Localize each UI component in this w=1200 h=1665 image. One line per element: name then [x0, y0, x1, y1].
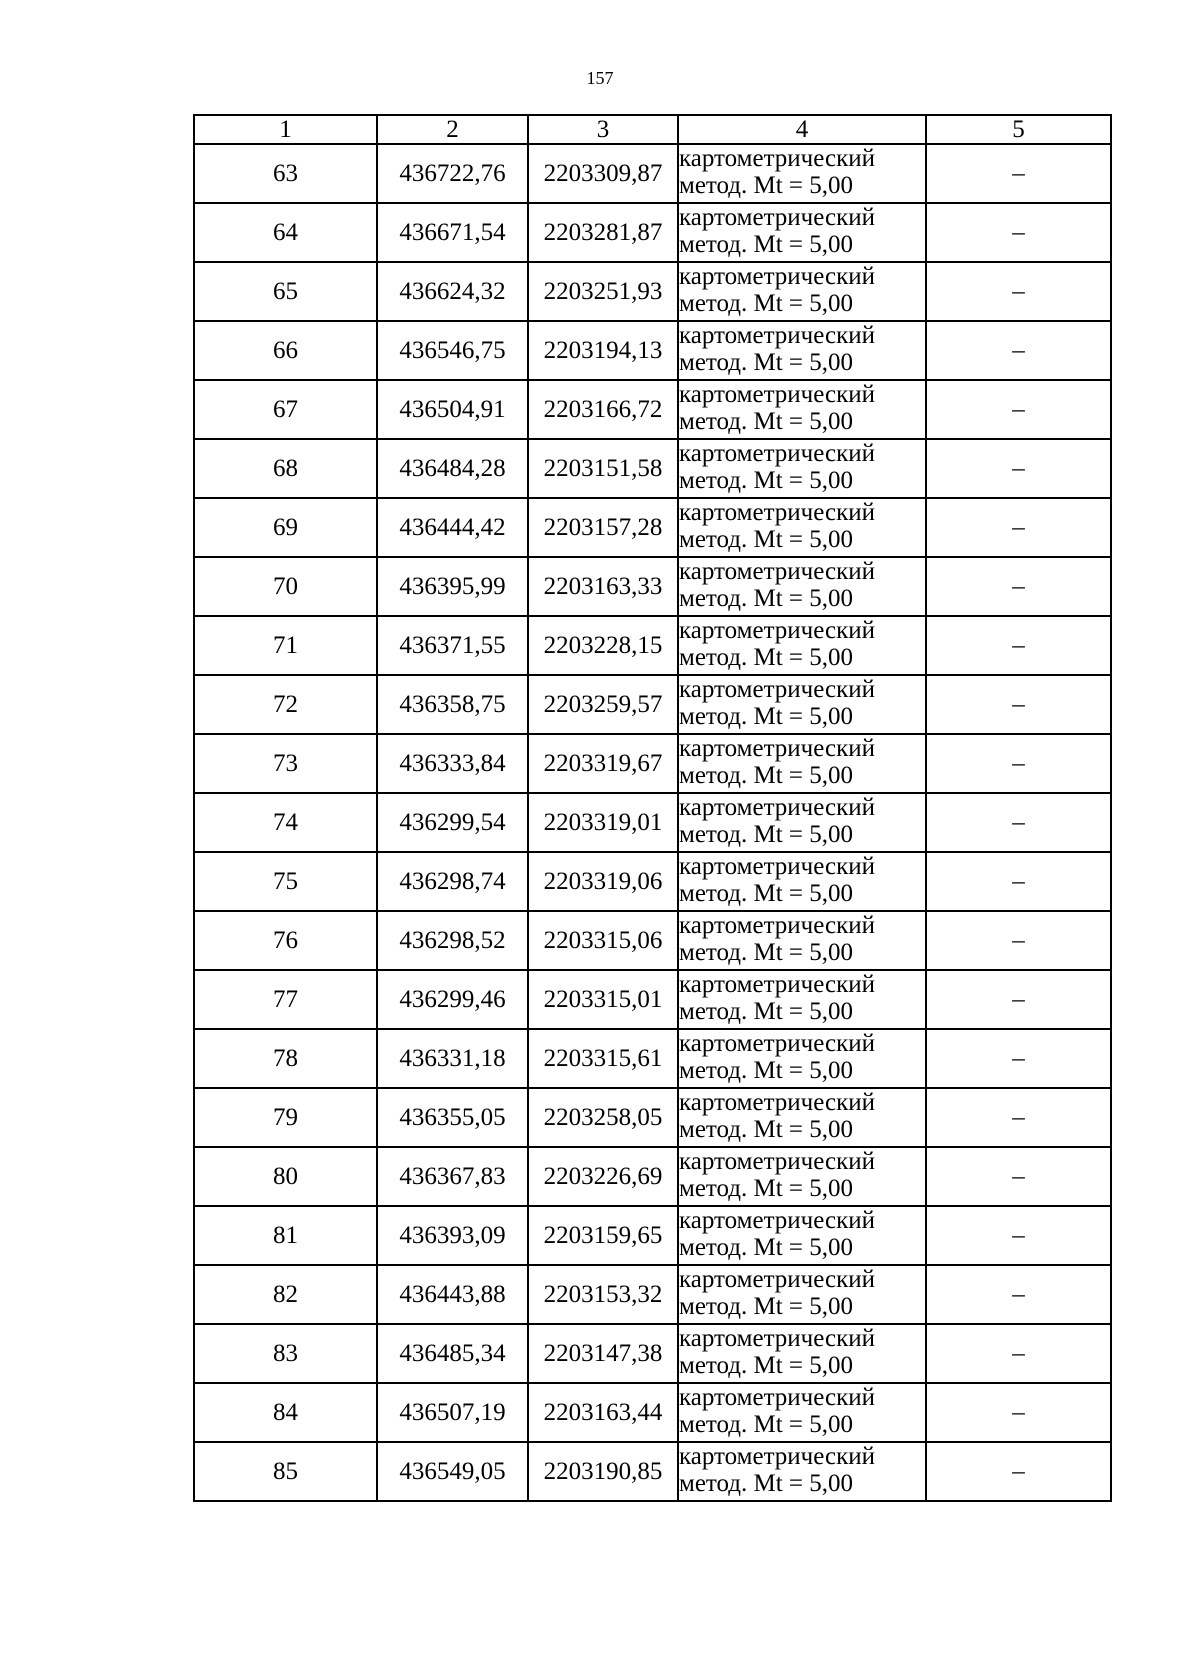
x-coordinate-cell: 436299,54 — [377, 793, 528, 852]
y-coordinate-cell: 2203151,58 — [528, 439, 678, 498]
x-coordinate-cell: 436333,84 — [377, 734, 528, 793]
remark-cell: – — [926, 203, 1111, 262]
y-coordinate-cell: 2203163,44 — [528, 1383, 678, 1442]
method-name: картометрический — [679, 735, 875, 762]
y-coordinate-cell: 2203147,38 — [528, 1324, 678, 1383]
remark-cell: – — [926, 970, 1111, 1029]
x-coordinate-cell: 436393,09 — [377, 1206, 528, 1265]
method-name: картометрический — [679, 204, 875, 231]
remark-cell: – — [926, 616, 1111, 675]
method-accuracy: метод. Mt = 5,00 — [679, 467, 854, 494]
method-cell — [678, 380, 926, 439]
remark-cell: – — [926, 734, 1111, 793]
method-cell — [678, 498, 926, 557]
table-row — [194, 734, 1111, 793]
remark-cell: – — [926, 144, 1111, 203]
table-row — [194, 144, 1111, 203]
method-name: картометрический — [679, 1148, 875, 1175]
method-accuracy: метод. Mt = 5,00 — [679, 1411, 854, 1438]
x-coordinate-cell: 436484,28 — [377, 439, 528, 498]
method-accuracy: метод. Mt = 5,00 — [679, 526, 854, 553]
x-coordinate-cell: 436298,52 — [377, 911, 528, 970]
x-coordinate-cell: 436355,05 — [377, 1088, 528, 1147]
point-number-cell: 67 — [194, 380, 377, 439]
coordinates-table — [193, 114, 1112, 1502]
point-number-cell: 76 — [194, 911, 377, 970]
x-coordinate-cell: 436298,74 — [377, 852, 528, 911]
method-accuracy: метод. Mt = 5,00 — [679, 1293, 854, 1320]
table-row — [194, 1442, 1111, 1501]
point-number-cell: 66 — [194, 321, 377, 380]
method-name: картометрический — [679, 1266, 875, 1293]
y-coordinate-cell: 2203281,87 — [528, 203, 678, 262]
y-coordinate-cell: 2203315,01 — [528, 970, 678, 1029]
table-row — [194, 321, 1111, 380]
method-accuracy: метод. Mt = 5,00 — [679, 408, 854, 435]
table-row — [194, 1147, 1111, 1206]
remark-cell: – — [926, 911, 1111, 970]
point-number-cell: 74 — [194, 793, 377, 852]
y-coordinate-cell: 2203315,06 — [528, 911, 678, 970]
header-col-1: 1 — [194, 115, 377, 144]
method-cell — [678, 1324, 926, 1383]
method-name: картометрический — [679, 1443, 875, 1470]
method-cell — [678, 439, 926, 498]
remark-cell: – — [926, 793, 1111, 852]
remark-cell: – — [926, 498, 1111, 557]
remark-cell: – — [926, 1383, 1111, 1442]
method-cell — [678, 557, 926, 616]
point-number-cell: 69 — [194, 498, 377, 557]
y-coordinate-cell: 2203157,28 — [528, 498, 678, 557]
y-coordinate-cell: 2203228,15 — [528, 616, 678, 675]
method-accuracy: метод. Mt = 5,00 — [679, 998, 854, 1025]
method-name: картометрический — [679, 1325, 875, 1352]
method-cell — [678, 852, 926, 911]
table-row — [194, 1324, 1111, 1383]
y-coordinate-cell: 2203258,05 — [528, 1088, 678, 1147]
method-cell — [678, 734, 926, 793]
method-accuracy: метод. Mt = 5,00 — [679, 821, 854, 848]
method-accuracy: метод. Mt = 5,00 — [679, 939, 854, 966]
method-accuracy: метод. Mt = 5,00 — [679, 172, 854, 199]
y-coordinate-cell: 2203319,67 — [528, 734, 678, 793]
y-coordinate-cell: 2203163,33 — [528, 557, 678, 616]
remark-cell: – — [926, 439, 1111, 498]
point-number-cell: 84 — [194, 1383, 377, 1442]
method-cell — [678, 144, 926, 203]
remark-cell: – — [926, 1265, 1111, 1324]
method-accuracy: метод. Mt = 5,00 — [679, 644, 854, 671]
header-col-5: 5 — [926, 115, 1111, 144]
method-name: картометрический — [679, 558, 875, 585]
table-row — [194, 557, 1111, 616]
y-coordinate-cell: 2203259,57 — [528, 675, 678, 734]
point-number-cell: 85 — [194, 1442, 377, 1501]
method-cell — [678, 1147, 926, 1206]
table-row — [194, 970, 1111, 1029]
x-coordinate-cell: 436485,34 — [377, 1324, 528, 1383]
remark-cell: – — [926, 380, 1111, 439]
remark-cell: – — [926, 1088, 1111, 1147]
method-cell — [678, 911, 926, 970]
y-coordinate-cell: 2203319,01 — [528, 793, 678, 852]
table-row — [194, 380, 1111, 439]
table-header-row — [194, 115, 1111, 144]
x-coordinate-cell: 436504,91 — [377, 380, 528, 439]
x-coordinate-cell: 436549,05 — [377, 1442, 528, 1501]
x-coordinate-cell: 436367,83 — [377, 1147, 528, 1206]
x-coordinate-cell: 436331,18 — [377, 1029, 528, 1088]
method-accuracy: метод. Mt = 5,00 — [679, 762, 854, 789]
y-coordinate-cell: 2203153,32 — [528, 1265, 678, 1324]
table-row — [194, 911, 1111, 970]
point-number-cell: 80 — [194, 1147, 377, 1206]
method-accuracy: метод. Mt = 5,00 — [679, 231, 854, 258]
y-coordinate-cell: 2203309,87 — [528, 144, 678, 203]
x-coordinate-cell: 436671,54 — [377, 203, 528, 262]
method-name: картометрический — [679, 676, 875, 703]
table-row — [194, 793, 1111, 852]
method-accuracy: метод. Mt = 5,00 — [679, 1352, 854, 1379]
method-name: картометрический — [679, 440, 875, 467]
point-number-cell: 64 — [194, 203, 377, 262]
point-number-cell: 68 — [194, 439, 377, 498]
y-coordinate-cell: 2203226,69 — [528, 1147, 678, 1206]
table-body — [194, 144, 1111, 1501]
method-accuracy: метод. Mt = 5,00 — [679, 1234, 854, 1261]
x-coordinate-cell: 436395,99 — [377, 557, 528, 616]
point-number-cell: 72 — [194, 675, 377, 734]
point-number-cell: 70 — [194, 557, 377, 616]
method-cell — [678, 675, 926, 734]
method-name: картометрический — [679, 617, 875, 644]
header-col-4: 4 — [678, 115, 926, 144]
method-cell — [678, 1088, 926, 1147]
point-number-cell: 83 — [194, 1324, 377, 1383]
point-number-cell: 73 — [194, 734, 377, 793]
method-name: картометрический — [679, 1089, 875, 1116]
method-accuracy: метод. Mt = 5,00 — [679, 880, 854, 907]
method-name: картометрический — [679, 263, 875, 290]
method-name: картометрический — [679, 322, 875, 349]
remark-cell: – — [926, 1029, 1111, 1088]
table-row — [194, 1029, 1111, 1088]
x-coordinate-cell: 436299,46 — [377, 970, 528, 1029]
table-row — [194, 1206, 1111, 1265]
method-name: картометрический — [679, 1207, 875, 1234]
method-name: картометрический — [679, 794, 875, 821]
method-cell — [678, 793, 926, 852]
remark-cell: – — [926, 1442, 1111, 1501]
method-accuracy: метод. Mt = 5,00 — [679, 703, 854, 730]
method-cell — [678, 616, 926, 675]
method-name: картометрический — [679, 853, 875, 880]
method-name: картометрический — [679, 499, 875, 526]
table-row — [194, 498, 1111, 557]
method-accuracy: метод. Mt = 5,00 — [679, 1057, 854, 1084]
remark-cell: – — [926, 557, 1111, 616]
remark-cell: – — [926, 852, 1111, 911]
remark-cell: – — [926, 1147, 1111, 1206]
point-number-cell: 79 — [194, 1088, 377, 1147]
page-number: 157 — [586, 68, 614, 88]
method-name: картометрический — [679, 1384, 875, 1411]
method-cell — [678, 1383, 926, 1442]
method-cell — [678, 1029, 926, 1088]
method-cell — [678, 262, 926, 321]
table-row — [194, 1265, 1111, 1324]
x-coordinate-cell: 436546,75 — [377, 321, 528, 380]
point-number-cell: 75 — [194, 852, 377, 911]
point-number-cell: 71 — [194, 616, 377, 675]
point-number-cell: 82 — [194, 1265, 377, 1324]
table-row — [194, 439, 1111, 498]
method-accuracy: метод. Mt = 5,00 — [679, 585, 854, 612]
method-cell — [678, 1206, 926, 1265]
table-row — [194, 852, 1111, 911]
method-name: картометрический — [679, 381, 875, 408]
table-row — [194, 262, 1111, 321]
y-coordinate-cell: 2203190,85 — [528, 1442, 678, 1501]
table-row — [194, 1383, 1111, 1442]
method-accuracy: метод. Mt = 5,00 — [679, 1116, 854, 1143]
table-row — [194, 675, 1111, 734]
y-coordinate-cell: 2203251,93 — [528, 262, 678, 321]
method-accuracy: метод. Mt = 5,00 — [679, 1175, 854, 1202]
method-name: картометрический — [679, 1030, 875, 1057]
y-coordinate-cell: 2203159,65 — [528, 1206, 678, 1265]
point-number-cell: 63 — [194, 144, 377, 203]
y-coordinate-cell: 2203319,06 — [528, 852, 678, 911]
remark-cell: – — [926, 262, 1111, 321]
x-coordinate-cell: 436371,55 — [377, 616, 528, 675]
remark-cell: – — [926, 1206, 1111, 1265]
table-row — [194, 1088, 1111, 1147]
header-col-3: 3 — [528, 115, 678, 144]
method-cell — [678, 321, 926, 380]
x-coordinate-cell: 436624,32 — [377, 262, 528, 321]
x-coordinate-cell: 436722,76 — [377, 144, 528, 203]
header-col-2: 2 — [377, 115, 528, 144]
method-cell — [678, 1442, 926, 1501]
point-number-cell: 65 — [194, 262, 377, 321]
x-coordinate-cell: 436444,42 — [377, 498, 528, 557]
method-name: картометрический — [679, 971, 875, 998]
y-coordinate-cell: 2203194,13 — [528, 321, 678, 380]
method-accuracy: метод. Mt = 5,00 — [679, 349, 854, 376]
x-coordinate-cell: 436507,19 — [377, 1383, 528, 1442]
method-cell — [678, 1265, 926, 1324]
method-cell — [678, 970, 926, 1029]
table-row — [194, 203, 1111, 262]
remark-cell: – — [926, 1324, 1111, 1383]
point-number-cell: 81 — [194, 1206, 377, 1265]
x-coordinate-cell: 436358,75 — [377, 675, 528, 734]
remark-cell: – — [926, 675, 1111, 734]
table-row — [194, 616, 1111, 675]
method-accuracy: метод. Mt = 5,00 — [679, 290, 854, 317]
point-number-cell: 77 — [194, 970, 377, 1029]
y-coordinate-cell: 2203166,72 — [528, 380, 678, 439]
y-coordinate-cell: 2203315,61 — [528, 1029, 678, 1088]
method-cell — [678, 203, 926, 262]
point-number-cell: 78 — [194, 1029, 377, 1088]
method-name: картометрический — [679, 145, 875, 172]
remark-cell: – — [926, 321, 1111, 380]
x-coordinate-cell: 436443,88 — [377, 1265, 528, 1324]
method-accuracy: метод. Mt = 5,00 — [679, 1470, 854, 1497]
method-name: картометрический — [679, 912, 875, 939]
